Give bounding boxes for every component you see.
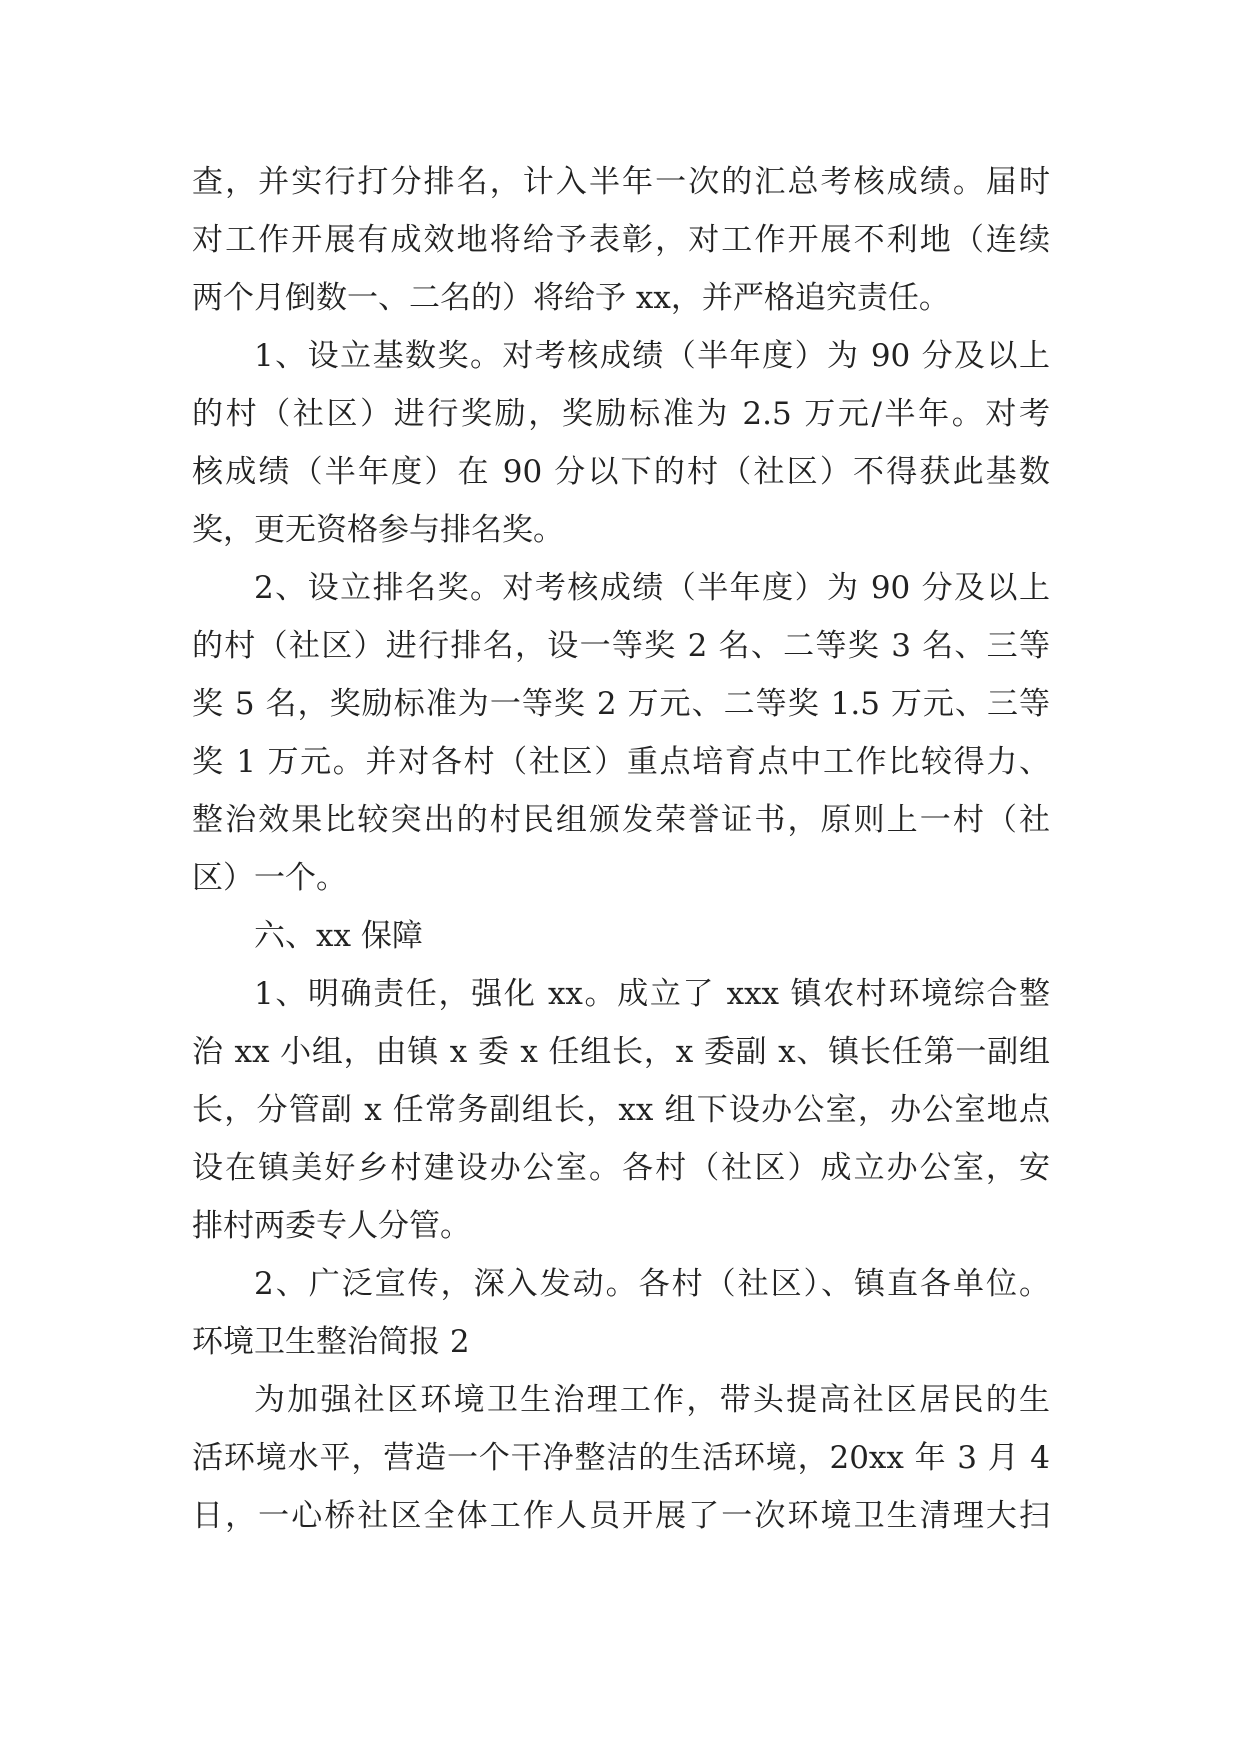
text-line: 整治效果比较突出的村民组颁发荣誉证书，原则上一村（社: [192, 802, 1050, 838]
section-heading: 六、xx 保障: [254, 918, 423, 954]
document-body: [192, 153, 1050, 1545]
text-line: 查，并实行打分排名，计入半年一次的汇总考核成绩。届时: [192, 164, 1050, 200]
text-line: 奖，更无资格参与排名奖。: [192, 512, 564, 548]
text-line: 1、明确责任，强化 xx。成立了 xxx 镇农村环境综合整: [254, 976, 1050, 1012]
text-line: 长，分管副 x 任常务副组长，xx 组下设办公室，办公室地点: [192, 1092, 1050, 1128]
text-line: 核成绩（半年度）在 90 分以下的村（社区）不得获此基数: [192, 454, 1050, 490]
text-line: 2、设立排名奖。对考核成绩（半年度）为 90 分及以上: [254, 570, 1050, 606]
text-line: 奖 1 万元。并对各村（社区）重点培育点中工作比较得力、: [192, 744, 1050, 780]
text-line: 的村（社区）进行奖励，奖励标准为 2.5 万元/半年。对考: [192, 396, 1050, 432]
text-line: 日，一心桥社区全体工作人员开展了一次环境卫生清理大扫: [192, 1498, 1050, 1534]
text-line: 的村（社区）进行排名，设一等奖 2 名、二等奖 3 名、三等: [192, 628, 1050, 664]
text-line: 区）一个。: [192, 860, 347, 896]
text-line: 2、广泛宣传，深入发动。各村（社区）、镇直各单位。: [254, 1266, 1050, 1302]
text-line: 治 xx 小组，由镇 x 委 x 任组长，x 委副 x、镇长任第一副组: [192, 1034, 1050, 1070]
text-line: 奖 5 名，奖励标准为一等奖 2 万元、二等奖 1.5 万元、三等: [192, 686, 1050, 722]
text-line: 活环境水平，营造一个干净整洁的生活环境，20xx 年 3 月 4: [192, 1440, 1050, 1476]
text-line: 排村两委专人分管。: [192, 1208, 471, 1244]
document-title: 环境卫生整治简报 2: [192, 1324, 470, 1360]
text-line: 设在镇美好乡村建设办公室。各村（社区）成立办公室，安: [192, 1150, 1050, 1186]
text-line: 为加强社区环境卫生治理工作，带头提高社区居民的生: [254, 1382, 1050, 1418]
text-line: 1、设立基数奖。对考核成绩（半年度）为 90 分及以上: [254, 338, 1050, 374]
text-line: 两个月倒数一、二名的）将给予 xx，并严格追究责任。: [192, 280, 950, 316]
text-line: 对工作开展有成效地将给予表彰，对工作开展不利地（连续: [192, 222, 1050, 258]
